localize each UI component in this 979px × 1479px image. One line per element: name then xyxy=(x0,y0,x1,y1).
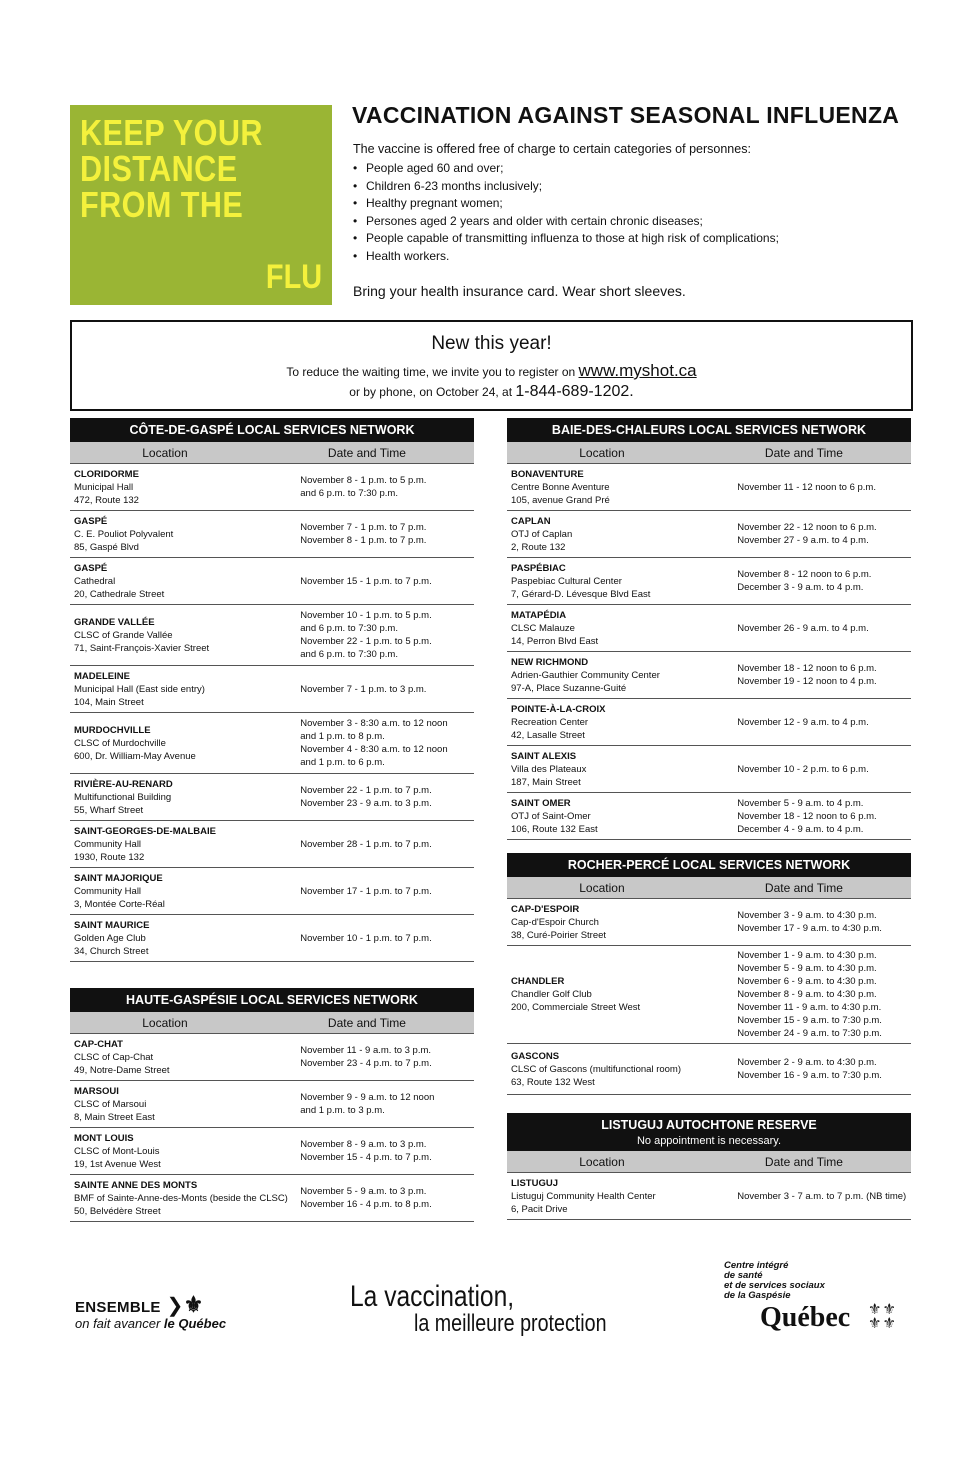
phone-number: 1-844-689-1202. xyxy=(515,383,634,400)
location-cell xyxy=(507,1044,737,1094)
location-name: SAINT ALEXIS xyxy=(511,750,577,762)
datetime-cell xyxy=(300,1081,474,1127)
session-time: November 22 - 1 p.m. to 7 p.m. xyxy=(300,785,432,796)
location-address: 97-A, Place Suzanne-Guité xyxy=(511,682,627,694)
register-link[interactable]: www.myshot.ca xyxy=(578,361,697,380)
location-address: Chandler Golf Club xyxy=(511,989,592,1000)
table-row xyxy=(70,713,474,774)
list-item: • Persones aged 2 years and older with certain chronic diseases; xyxy=(353,213,779,231)
session-time: November 22 - 1 p.m. to 5 p.m. xyxy=(300,636,432,647)
location-address: Community Hall xyxy=(74,885,142,897)
location-cell xyxy=(507,652,737,698)
session-time: November 8 - 9 a.m. to 3 p.m. xyxy=(300,1139,427,1150)
location-name: SAINTE ANNE DES MONTS xyxy=(74,1179,198,1191)
section-header: HAUTE-GASPÉSIE LOCAL SERVICES NETWORK xyxy=(70,988,474,1012)
location-cell xyxy=(507,793,737,839)
location-address: 187, Main Street xyxy=(511,776,581,788)
location-cell xyxy=(70,464,300,510)
location-cell xyxy=(70,1175,300,1221)
location-address: Villa des Plateaux xyxy=(511,763,587,775)
datetime-cell xyxy=(737,699,911,745)
datetime-cell xyxy=(737,746,911,792)
column-headers xyxy=(70,1012,474,1034)
location-cell xyxy=(70,1128,300,1174)
location-address: CLSC of Grande Vallée xyxy=(74,629,173,641)
session-time: November 17 - 9 a.m. to 4:30 p.m. xyxy=(737,923,882,934)
location-address: 34, Church Street xyxy=(74,945,149,957)
session-time: November 5 - 9 a.m. to 4 p.m. xyxy=(737,797,864,809)
location-name: SAINT MAJORIQUE xyxy=(74,872,163,884)
location-cell xyxy=(70,558,300,604)
table-row xyxy=(70,774,474,821)
datetime-cell xyxy=(300,713,474,773)
ensemble-logo: ENSEMBLE ❯⚜ on fait avancer le Québec xyxy=(75,1292,227,1331)
location-name: POINTE-À-LA-CROIX xyxy=(511,703,606,715)
location-name: MURDOCHVILLE xyxy=(74,724,151,736)
session-time: November 27 - 9 a.m. to 4 p.m. xyxy=(737,535,869,546)
session-time: November 28 - 1 p.m. to 7 p.m. xyxy=(300,838,432,850)
session-time: December 4 - 9 a.m. to 4 p.m. xyxy=(737,823,864,835)
location-name: PASPÉBIAC xyxy=(511,562,566,574)
location-address: 106, Route 132 East xyxy=(511,823,598,835)
list-item: • People aged 60 and over; xyxy=(353,160,779,178)
table-row xyxy=(507,652,911,699)
session-time: November 7 - 1 p.m. to 7 p.m. xyxy=(300,522,427,533)
location-address: Community Hall xyxy=(74,838,142,850)
location-name: CLORIDORME xyxy=(74,468,139,480)
table-row xyxy=(70,1081,474,1128)
location-address: 20, Cathedrale Street xyxy=(74,588,165,600)
location-name: RIVIÈRE-AU-RENARD xyxy=(74,778,173,790)
location-address: CLSC of Mont-Louis xyxy=(74,1145,160,1157)
location-cell xyxy=(507,464,737,510)
table-row xyxy=(70,915,474,962)
datetime-header: Date and Time xyxy=(764,446,843,460)
location-address: BMF of Sainte-Anne-des-Monts (beside the CLSC) xyxy=(74,1192,288,1204)
table-row xyxy=(507,511,911,558)
location-address: 50, Belvédère Street xyxy=(74,1205,161,1217)
section-rocher-perce xyxy=(507,853,911,1095)
session-time: November 9 - 9 a.m. to 12 noon xyxy=(300,1092,435,1103)
location-address: 2, Route 132 xyxy=(511,541,566,553)
location-cell xyxy=(507,605,737,651)
location-cell xyxy=(70,605,300,665)
location-cell xyxy=(70,1081,300,1127)
list-item: • People capable of transmitting influenza to those at high risk of complications; xyxy=(353,230,779,248)
session-time: and 1 p.m. to 6 p.m. xyxy=(300,757,385,768)
location-cell xyxy=(507,746,737,792)
session-time: November 10 - 2 p.m. to 6 p.m. xyxy=(737,763,869,775)
column-headers xyxy=(70,442,474,464)
location-name: BONAVENTURE xyxy=(511,468,584,480)
location-cell xyxy=(70,1034,300,1080)
session-time: November 3 - 9 a.m. to 4:30 p.m. xyxy=(737,910,877,921)
table-row xyxy=(70,511,474,558)
datetime-cell xyxy=(737,558,911,604)
location-address: 6, Pacit Drive xyxy=(511,1203,568,1215)
location-address: 71, Saint-François-Xavier Street xyxy=(74,642,210,654)
datetime-header: Date and Time xyxy=(327,446,406,460)
session-time: November 2 - 9 a.m. to 4:30 p.m. xyxy=(737,1057,877,1068)
location-cell xyxy=(70,868,300,914)
bring-card-note: Bring your health insurance card. Wear short sleeves. xyxy=(353,283,686,299)
location-address: Recreation Center xyxy=(511,716,589,728)
session-time: November 16 - 9 a.m. to 7:30 p.m. xyxy=(737,1070,882,1081)
location-address: C. E. Pouliot Polyvalent xyxy=(74,528,174,540)
table-row xyxy=(507,793,911,840)
datetime-cell xyxy=(300,1128,474,1174)
location-cell xyxy=(70,821,300,867)
session-time: November 3 - 8:30 a.m. to 12 noon xyxy=(300,718,448,729)
location-name: GRANDE VALLÉE xyxy=(74,616,155,628)
location-address: Golden Age Club xyxy=(74,932,146,944)
location-cell xyxy=(507,558,737,604)
banner-title: KEEP YOUR DISTANCE FROM THE xyxy=(80,112,263,225)
location-address: 600, Dr. William-May Avenue xyxy=(74,750,196,762)
notice-line1: To reduce the waiting time, we invite you to register on xyxy=(286,365,576,379)
location-address: CLSC of Marsoui xyxy=(74,1098,147,1110)
location-address: 14, Perron Blvd East xyxy=(511,635,599,647)
session-time: November 17 - 1 p.m. to 7 p.m. xyxy=(300,885,432,897)
datetime-cell xyxy=(737,899,911,945)
table-row xyxy=(507,946,911,1044)
location-cell xyxy=(70,774,300,820)
location-name: CAP-D'ESPOIR xyxy=(511,903,580,915)
session-time: November 8 - 9 a.m. to 4:30 p.m. xyxy=(737,989,877,1000)
section-header: LISTUGUJ AUTOCHTONE RESERVE No appointment is necessary. xyxy=(507,1113,911,1151)
session-time: and 1 p.m. to 3 p.m. xyxy=(300,1105,385,1116)
location-address: 8, Main Street East xyxy=(74,1111,155,1123)
section-haute-gaspesie xyxy=(70,988,474,1222)
table-row xyxy=(507,605,911,652)
section-header: CÔTE-DE-GASPÉ LOCAL SERVICES NETWORK xyxy=(70,418,474,442)
location-address: Municipal Hall xyxy=(74,481,134,493)
datetime-cell xyxy=(737,511,911,557)
table-row xyxy=(507,464,911,511)
datetime-cell xyxy=(300,605,474,665)
session-time: November 8 - 12 noon to 6 p.m. xyxy=(737,569,872,580)
eligibility-list xyxy=(353,160,779,266)
datetime-header: Date and Time xyxy=(764,1155,843,1169)
datetime-cell xyxy=(300,1034,474,1080)
location-name: MATAPÉDIA xyxy=(511,609,567,621)
location-address: 3, Montée Corte-Réal xyxy=(74,898,165,910)
datetime-cell xyxy=(300,464,474,510)
session-time: December 3 - 9 a.m. to 4 p.m. xyxy=(737,582,864,593)
session-time: November 8 - 1 p.m. to 7 p.m. xyxy=(300,535,427,546)
quebec-flag-icon: ⚜⚜ ⚜⚜ xyxy=(868,1301,897,1332)
location-address: Centre Bonne Aventure xyxy=(511,481,610,493)
session-time: November 24 - 9 a.m. to 7:30 p.m. xyxy=(737,1028,882,1039)
location-address: 104, Main Street xyxy=(74,696,144,708)
datetime-cell xyxy=(300,915,474,961)
datetime-cell xyxy=(737,652,911,698)
location-name: GASPÉ xyxy=(74,515,108,527)
section-cote-de-gaspe xyxy=(70,418,474,962)
datetime-cell xyxy=(737,946,911,1043)
location-cell xyxy=(507,946,737,1043)
table-row xyxy=(70,821,474,868)
section-header: BAIE-DES-CHALEURS LOCAL SERVICES NETWORK xyxy=(507,418,911,442)
datetime-cell xyxy=(300,774,474,820)
location-name: MADELEINE xyxy=(74,670,130,682)
session-time: November 10 - 1 p.m. to 7 p.m. xyxy=(300,932,432,944)
table-row xyxy=(70,1128,474,1175)
location-address: Listuguj Community Health Center xyxy=(511,1190,656,1202)
location-address: CLSC Malauze xyxy=(511,622,575,634)
location-name: CAPLAN xyxy=(511,515,551,527)
page-title: VACCINATION AGAINST SEASONAL INFLUENZA xyxy=(352,102,900,128)
location-address: Cap-d'Espoir Church xyxy=(511,916,599,928)
location-cell xyxy=(507,899,737,945)
session-time: November 23 - 4 p.m. to 7 p.m. xyxy=(300,1058,432,1069)
datetime-header: Date and Time xyxy=(327,1016,406,1030)
datetime-cell xyxy=(300,558,474,604)
datetime-cell xyxy=(300,868,474,914)
column-headers xyxy=(507,442,911,464)
location-header: Location xyxy=(142,446,188,460)
table-row xyxy=(70,558,474,605)
table-row xyxy=(70,605,474,666)
session-time: November 15 - 4 p.m. to 7 p.m. xyxy=(300,1152,432,1163)
session-time: November 6 - 9 a.m. to 4:30 p.m. xyxy=(737,976,877,987)
session-time: November 22 - 12 noon to 6 p.m. xyxy=(737,522,877,533)
datetime-cell xyxy=(737,1044,911,1094)
session-time: November 19 - 12 noon to 4 p.m. xyxy=(737,676,877,687)
location-cell xyxy=(70,666,300,712)
datetime-cell xyxy=(300,1175,474,1221)
session-time: and 6 p.m. to 7:30 p.m. xyxy=(300,623,398,634)
notice-line2: or by phone, on October 24, at xyxy=(349,385,513,399)
location-name: GASPÉ xyxy=(74,562,108,574)
datetime-cell xyxy=(737,464,911,510)
section-baie-des-chaleurs xyxy=(507,418,911,840)
session-time: November 3 - 7 a.m. to 7 p.m. (NB time) xyxy=(737,1190,907,1202)
datetime-cell xyxy=(737,1173,911,1219)
session-time: November 11 - 9 a.m. to 4:30 p.m. xyxy=(737,1002,882,1013)
datetime-cell xyxy=(300,666,474,712)
location-address: Multifunctional Building xyxy=(74,791,172,803)
table-row xyxy=(507,1173,911,1220)
column-headers xyxy=(507,877,911,899)
column-headers xyxy=(507,1151,911,1173)
session-time: November 26 - 9 a.m. to 4 p.m. xyxy=(737,622,869,634)
section-header: ROCHER-PERCÉ LOCAL SERVICES NETWORK xyxy=(507,853,911,877)
location-cell xyxy=(507,699,737,745)
location-name: MONT LOUIS xyxy=(74,1132,134,1144)
location-address: 85, Gaspé Blvd xyxy=(74,541,139,553)
table-row xyxy=(70,1034,474,1081)
location-address: OTJ of Saint-Omer xyxy=(511,810,591,822)
location-name: SAINT OMER xyxy=(511,797,571,809)
session-time: November 10 - 1 p.m. to 5 p.m. xyxy=(300,610,432,621)
session-time: November 1 - 9 a.m. to 4:30 p.m. xyxy=(737,950,877,961)
session-time: November 11 - 9 a.m. to 3 p.m. xyxy=(300,1045,432,1056)
session-time: November 4 - 8:30 a.m. to 12 noon xyxy=(300,744,448,755)
notice-title: New this year! xyxy=(431,333,552,354)
session-time: November 15 - 1 p.m. to 7 p.m. xyxy=(300,575,432,587)
location-address: 7, Gérard-D. Lévesque Blvd East xyxy=(511,588,651,600)
location-header: Location xyxy=(579,446,625,460)
location-name: CHANDLER xyxy=(511,976,565,987)
table-row xyxy=(507,558,911,605)
session-time: November 15 - 9 a.m. to 7:30 p.m. xyxy=(737,1015,882,1026)
location-address: 105, avenue Grand Pré xyxy=(511,494,610,506)
datetime-header: Date and Time xyxy=(764,881,843,895)
list-item: • Health workers. xyxy=(353,248,779,266)
location-address: OTJ of Caplan xyxy=(511,528,573,540)
location-address: 1930, Route 132 xyxy=(74,851,145,863)
session-time: November 12 - 9 a.m. to 4 p.m. xyxy=(737,716,869,728)
table-row xyxy=(70,666,474,713)
new-this-year-box xyxy=(70,320,913,411)
table-row xyxy=(70,1175,474,1222)
location-address: Cathedral xyxy=(74,575,116,587)
location-name: SAINT MAURICE xyxy=(74,919,150,931)
location-address: 38, Curé-Poirier Street xyxy=(511,929,607,941)
location-address: Municipal Hall (East side entry) xyxy=(74,683,205,695)
location-name: NEW RICHMOND xyxy=(511,656,589,668)
table-row xyxy=(70,464,474,511)
table-row xyxy=(507,1044,911,1095)
session-time: November 23 - 9 a.m. to 3 p.m. xyxy=(300,798,432,809)
table-row xyxy=(507,899,911,946)
session-time: and 6 p.m. to 7:30 p.m. xyxy=(300,649,398,660)
session-time: November 18 - 12 noon to 6 p.m. xyxy=(737,663,877,674)
location-name: MARSOUI xyxy=(74,1085,119,1097)
session-time: and 6 p.m. to 7:30 p.m. xyxy=(300,488,398,499)
datetime-cell xyxy=(737,605,911,651)
location-address: 49, Notre-Dame Street xyxy=(74,1064,170,1076)
location-cell xyxy=(507,511,737,557)
session-time: November 5 - 9 a.m. to 4:30 p.m. xyxy=(737,963,877,974)
location-address: Paspebiac Cultural Center xyxy=(511,575,622,587)
session-time: and 1 p.m. to 8 p.m. xyxy=(300,731,385,742)
session-time: November 8 - 1 p.m. to 5 p.m. xyxy=(300,475,427,486)
location-header: Location xyxy=(579,881,625,895)
section-listuguj xyxy=(507,1113,911,1220)
location-header: Location xyxy=(579,1155,625,1169)
session-time: November 5 - 9 a.m. to 3 p.m. xyxy=(300,1186,427,1197)
flu-banner xyxy=(70,105,332,305)
location-address: Adrien-Gauthier Community Center xyxy=(511,669,660,681)
table-row xyxy=(507,746,911,793)
fleur-de-lis-icon: ⚜ xyxy=(183,1292,204,1317)
location-header: Location xyxy=(142,1016,188,1030)
session-time: November 11 - 12 noon to 6 p.m. xyxy=(737,481,876,493)
location-name: CAP-CHAT xyxy=(74,1038,123,1050)
location-address: 200, Commerciale Street West xyxy=(511,1002,641,1013)
location-address: CLSC of Gascons (multifunctional room) xyxy=(511,1063,682,1075)
cisss-logo-text: Centre intégré de santé et de services sociaux de la Gaspésie xyxy=(724,1260,825,1301)
datetime-cell xyxy=(300,511,474,557)
location-cell xyxy=(507,1173,737,1219)
banner-flu: FLU xyxy=(265,258,322,296)
location-name: GASCONS xyxy=(511,1050,560,1062)
location-cell xyxy=(70,915,300,961)
table-row xyxy=(70,868,474,915)
session-time: November 16 - 4 p.m. to 8 p.m. xyxy=(300,1199,432,1210)
location-address: 42, Lasalle Street xyxy=(511,729,585,741)
slogan: La vaccination, la meilleure protection xyxy=(350,1280,607,1337)
list-item: • Children 6-23 months inclusively; xyxy=(353,178,779,196)
list-item: • Healthy pregnant women; xyxy=(353,195,779,213)
location-cell xyxy=(70,713,300,773)
quebec-logo: Québec xyxy=(760,1302,851,1333)
location-address: 19, 1st Avenue West xyxy=(74,1158,161,1170)
session-time: November 7 - 1 p.m. to 3 p.m. xyxy=(300,683,427,695)
location-cell xyxy=(70,511,300,557)
location-address: 472, Route 132 xyxy=(74,494,139,506)
datetime-cell xyxy=(737,793,911,839)
location-name: SAINT-GEORGES-DE-MALBAIE xyxy=(74,825,216,837)
datetime-cell xyxy=(300,821,474,867)
table-row xyxy=(507,699,911,746)
intro-text: The vaccine is offered free of charge to certain categories of personnes: xyxy=(353,142,751,156)
location-name: LISTUGUJ xyxy=(511,1177,558,1189)
session-time: November 18 - 12 noon to 6 p.m. xyxy=(737,810,877,822)
location-address: CLSC of Cap-Chat xyxy=(74,1051,154,1063)
location-address: CLSC of Murdochville xyxy=(74,737,166,749)
location-address: 55, Wharf Street xyxy=(74,804,144,816)
location-address: 63, Route 132 West xyxy=(511,1076,595,1088)
